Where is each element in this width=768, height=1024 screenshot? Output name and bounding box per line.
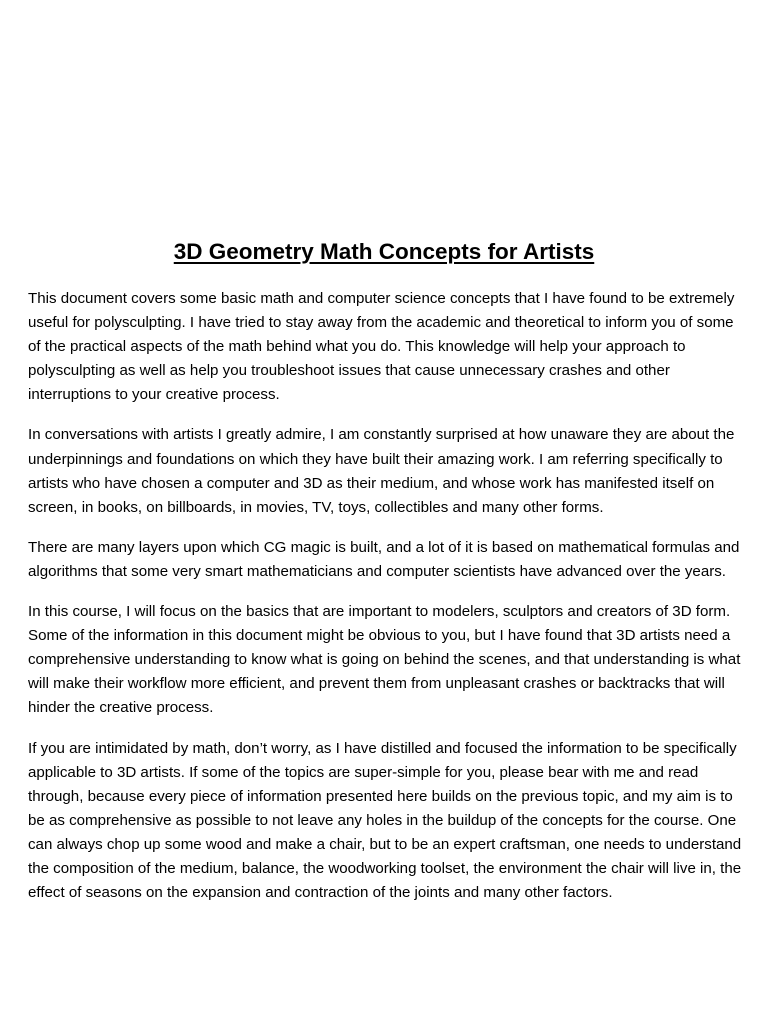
paragraph-conversations: In conversations with artists I greatly admire, I am constantly surprised at how unaware they are about the underpinnings and foundations on which they have built their amazing work. I am referring specifically to artists who have chosen a computer and 3D as their medium, and whose work has manifested itself on screen, in books, on billboards, in movies, TV, toys, collectibles and many other forms. [28,426,735,516]
document-body [28,287,744,921]
paragraph-cg-layers: There are many layers upon which CG magic is built, and a lot of it is based on mathematical formulas and algorithms that some very smart mathematicians and computer scientists have advanced over the years. [28,538,740,580]
document-title: 3D Geometry Math Concepts for Artists [173,239,595,264]
paragraph-course-focus: In this course, I will focus on the basics that are important to modelers, sculptors and creators of 3D form. Some of the information in this document might be obvious to you, but I have found that 3D artists need a comprehensive understanding to know what is going on behind the scenes, and that understanding is what will make their workflow more efficient, and prevent them from unpleasant crashes or backtracks that will hinder the creative process. [28,603,741,717]
paragraph-math-intimidation: If you are intimidated by math, don’t worry, as I have distilled and focused the information to be specifically applicable to 3D artists. If some of the topics are super-simple for you, please bear with me and read through, because every piece of information presented here builds on the previous topic, and my aim is to be as comprehensive as possible to not leave any holes in the buildup of the concepts for the course. One can always chop up some wood and make a chair, but to be an expert craftsman, one needs to understand the composition of the medium, balance, the woodworking toolset, the environment the chair will live in, the effect of seasons on the expansion and contraction of the joints and many other factors. [28,739,742,902]
paragraph-intro: This document covers some basic math and computer science concepts that I have found to be extremely useful for polysculpting. I have tried to stay away from the academic and theoretical to inform you of some of the practical aspects of the math behind what you do. This knowledge will help your approach to polysculpting as well as help you troubleshoot issues that cause unnecessary crashes and other interruptions to your creative process. [28,290,735,404]
